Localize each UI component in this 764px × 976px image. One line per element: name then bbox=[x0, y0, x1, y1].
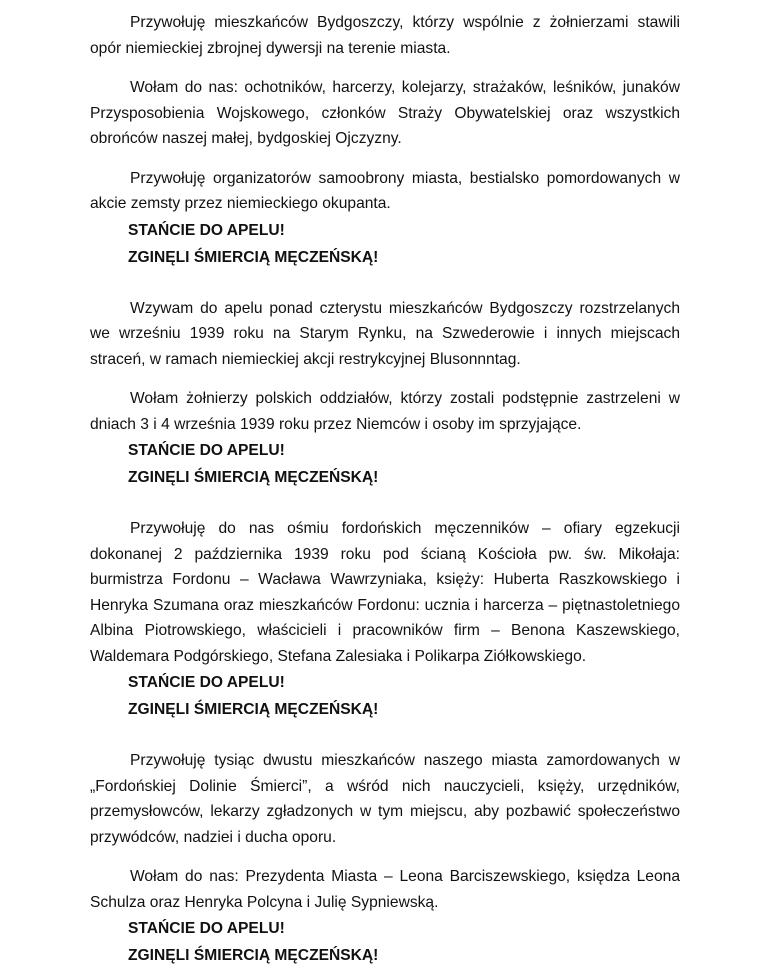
call-martyrs: ZGINĘLI ŚMIERCIĄ MĘCZEŃSKĄ! bbox=[128, 248, 379, 266]
call-stand-to-roll: STAŃCIE DO APELU! bbox=[128, 674, 285, 691]
call-martyrs: ZGINĘLI ŚMIERCIĄ MĘCZEŃSKĄ! bbox=[128, 947, 379, 964]
call-martyrs: ZGINĘLI ŚMIERCIĄ MĘCZEŃSKĄ! bbox=[128, 469, 379, 486]
call-martyrs: ZGINĘLI ŚMIERCIĄ MĘCZEŃSKĄ! bbox=[128, 701, 379, 718]
paragraph-president: Wołam do nas: Prezydenta Miasta – Leona Barciszewskiego, księdza Leona Schulza oraz Henryka Polcyna i Julię Sypniewską. bbox=[90, 868, 680, 911]
call-stand-to-roll: STAŃCIE DO APELU! bbox=[128, 221, 285, 239]
paragraph-executed-residents: Wzywam do apelu ponad czterystu mieszkańców Bydgoszczy rozstrzelanych we wrześniu 1939 roku na Starym Rynku, na Szwederowie i innych miejscach straceń, w ramach niemieckiej akcji restrykcyjnej Blusonnntag. bbox=[90, 299, 680, 368]
document-page bbox=[90, 10, 680, 969]
paragraph-soldiers: Wołam żołnierzy polskich oddziałów, którzy zostali podstępnie zastrzeleni w dniach 3 i 4 września 1939 roku przez Niemców i osoby im sprzyjające. bbox=[90, 390, 680, 433]
paragraph-defenders: Przywołuję mieszkańców Bydgoszczy, którzy wspólnie z żołnierzami stawili opór niemieckiej zbrojnej dywersji na terenie miasta. bbox=[90, 14, 680, 57]
paragraph-self-defense: Przywołuję organizatorów samoobrony miasta, bestialsko pomordowanych w akcie zemsty przez niemieckiego okupanta. bbox=[90, 169, 680, 212]
paragraph-fordon-martyrs: Przywołuję do nas ośmiu fordońskich męczenników – ofiary egzekucji dokonanej 2 października 1939 roku pod ścianą Kościoła pw. św. Mikołaja: burmistrza Fordonu – Wacława Wawrzyniaka, księży: Huberta Raszkowskiego i Henryka Szumana oraz mieszkańców Fordonu: ucznia i harcerza – piętnastoletniego Albina Piotrowskiego, właścicieli i pracowników firm – Benona Kaszewskiego, Waldemara Podgórskiego, Stefana Zalesiaka i Polikarpa Ziółkowskiego. bbox=[90, 520, 680, 665]
paragraph-volunteers: Wołam do nas: ochotników, harcerzy, kolejarzy, strażaków, leśników, junaków Przysposobienia Wojskowego, członków Straży Obywatelskiej oraz wszystkich obrońców naszej małej, bydgoskiej Ojczyzny. bbox=[90, 79, 680, 147]
call-stand-to-roll: STAŃCIE DO APELU! bbox=[128, 920, 285, 937]
paragraph-valley-of-death: Przywołuję tysiąc dwustu mieszkańców naszego miasta zamordowanych w „Fordońskiej Dolinie Śmierci”, a wśród nich nauczycieli, księży, urzędników, przemysłowców, lekarzy zgładzonych w tym miejscu, aby pozbawić społeczeństwo przywódców, nadziei i ducha oporu. bbox=[90, 752, 680, 846]
call-stand-to-roll: STAŃCIE DO APELU! bbox=[128, 442, 285, 459]
